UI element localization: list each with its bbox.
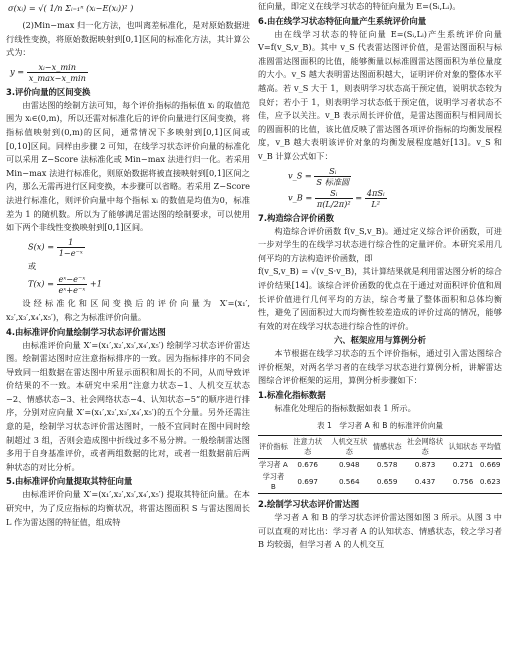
vs-denominator: S 标准圆 <box>316 176 350 187</box>
table-cell: 学习者 A <box>259 460 288 470</box>
paragraph-top: 征向量，即定义在线学习状态的特征向量为 E=(Sᵢ,Lᵢ)。 <box>258 1 461 11</box>
table-row <box>258 471 502 494</box>
vb-fraction <box>315 188 353 209</box>
heading-4: 4.由标准评价向量绘制学习状态评价雷达图 <box>6 326 166 337</box>
heading-step-2: 2.绘制学习状态评价雷达图 <box>258 499 360 510</box>
paragraph-5: 由标准评价向量 X′=(x₁′,x₂′,x₃′,x₄′,x₅′) 提取其特征向量。在本研究中，为了反应指标的均衡状况，将雷达图面积 S 与雷达图周长 L 作为雷达图的特征值，组成特 <box>6 489 250 527</box>
table-header-cell: 评价指标 <box>259 442 288 452</box>
heading-5: 5.由标准评价向量提取其特征向量 <box>6 476 133 487</box>
table-header-cell: 认知状态 <box>448 442 478 452</box>
paragraph-3: 由雷达图的绘制方法可知，每个评价指标的指标值 xᵢ 的取值范围为 xᵢ∈(0,m)，所以还需对标准化后的评价向量进行区间变换，将指标值映射到(0,m)的区间，通常情况下多映射到[0,1]区间或[0,10]区间。同样由步骤 2 可知，在线学习状态评价向量的标准化可以采用 Z−Score 法标准化或 Min−max 法进行归一化。若采用 Min−max 法进行标准化，则原始数据将被直接映射到[0,1]区间之内，那么无需再进行区间变换，本步骤可以省略。若采用 Z−Score 法进行标准化，则评价向量中每个指标 xᵢ 的数值是均值为0，标准差为 1 的随机数。所以为了能够满足雷达图的绘制要求，可以使用如下两个非线性变换映射到[0,1]区间。 <box>6 99 250 233</box>
table-cell: 0.564 <box>338 477 360 487</box>
paragraph-3b: 设经标准化和区间变换后的评价向量为 X′=(x₁′, x₂′,x₃′,x₄′,x₅′)，称之为标准评价向量。 <box>6 298 250 322</box>
paragraph-7a: 构造综合评价函数 f(v_S,v_B)。通过定义综合评价函数，可进一步对学生的在线学习状态进行综合性的定量评价。本研究采用几何平均的方法构造评价函数，即 <box>258 225 502 263</box>
table-cell: 0.948 <box>338 460 360 470</box>
vb2-denominator: L² <box>371 198 381 209</box>
paragraph-7b: f(v_S,v_B) = √(v_S·v_B)，其计算结果就是利用雷达图分析的综合评价结果[14]。该综合评价函数的优点在于通过对面积评价值和周长评价值进行几何平均的方法，综合考量了整体面积和总体均衡性，避免了因面积过大而均衡性较差造成的评价过高的情况，能够有效的对在线学习状态进行综合性的评价。 <box>258 266 502 331</box>
minmax-formula <box>10 62 250 83</box>
table-header-cell: 注意力状态 <box>293 437 323 457</box>
sigma-formula: σ(xᵢ) = √( 1/n Σᵢ₌₁ⁿ (xᵢ−E(xᵢ))² ) <box>8 3 134 13</box>
t-lhs: T(x) = <box>28 278 54 289</box>
paragraph-minmax: (2)Min−max 归一化方法，也叫离差标准化，是对原始数据进行线性变换，将原始数据映射到[0,1]区间的标准化方法，其计算公式为： <box>6 20 250 58</box>
table-cell: 0.659 <box>376 477 398 487</box>
table-cell: 0.756 <box>452 477 474 487</box>
vb-equals: = <box>355 192 363 203</box>
table-cell: 0.271 <box>452 460 474 470</box>
t-numerator: eˣ−e⁻ˣ <box>58 274 86 285</box>
vs-lhs: v_S = <box>288 170 312 181</box>
t-fraction <box>57 274 88 295</box>
left-column <box>6 0 250 529</box>
paragraph-step-1: 标准化处理后的指标数据如表 1 所示。 <box>274 403 416 414</box>
paragraph-six: 本节根据在线学习状态的五个评价指标，通过引入雷达图综合评价框架，对两名学习者的在线学习状态进行算例分析，讲解雷达图综合评价框架的运用，算例分析步骤如下： <box>258 348 502 386</box>
table-cell: 0.669 <box>479 460 501 470</box>
t-denominator: eˣ+e⁻ˣ <box>58 285 86 296</box>
or-label: 或 <box>28 260 37 271</box>
minmax-denominator: x_max−x_min <box>28 72 86 83</box>
s-denominator: 1−e⁻ˣ <box>58 247 83 258</box>
s-lhs: S(x) = <box>28 241 55 252</box>
s-formula <box>28 237 250 258</box>
table-cell: 0.697 <box>297 477 318 487</box>
table-header-cell: 情感状态 <box>372 442 402 452</box>
table-cell: 学习者 B <box>262 472 285 492</box>
paragraph-step-2: 学习者 A 和 B 的学习状态评价雷达图如图 3 所示。从图 3 中可以直观的对比出：学习者 A 的认知状态、情感状态，较之学习者 B 均较弱，但学习者 A 的人机交互 <box>258 512 502 550</box>
table-caption: 表 1 学习者 A 和 B 的标准评价向量 <box>316 420 444 430</box>
heading-section-six: 六、框架应用与算例分析 <box>333 335 427 346</box>
paragraph-6: 由在线学习状态的特征向量 E=(Sᵢ,Lᵢ)产生系统评价向量 V=f(v_S,v_B)。其中 v_S 代表雷达图评价值，是雷达图面积与标准圆雷达图面积的比值，能够衡量以标准圆雷达图面积为单位量度的大小。v_S 越大表明雷达图面积越大，证明评价对象的整体水平越高。若 v_S 大于 1，则表明学习状态高于预定值，说明状态较为良好；若小于 1，则表明学习状态低于预定值，说明学习者状态不佳，应予以关注。v_B 表示周长评价值，是雷达图面积与相同周长的圆面积的比值，该比值反映了雷达图各项评价指标的均衡发展程度，v_B 越大表明该评价对象的均衡发展程度越好[13]。v_S 和 v_B 计算公式如下： <box>258 28 502 161</box>
table-header-cell: 平均值 <box>479 442 501 452</box>
table-header-row <box>258 436 502 459</box>
minmax-lhs: y = <box>10 66 25 77</box>
table-cell: 0.676 <box>297 460 318 470</box>
t-tail: +1 <box>89 278 102 289</box>
table-header-cell: 社会网络状态 <box>407 437 444 457</box>
heading-step-1: 1.标准化指标数据 <box>258 390 326 401</box>
vb2-fraction <box>365 188 387 209</box>
right-column <box>258 0 502 552</box>
table-cell: 0.578 <box>376 460 398 470</box>
vs-fraction <box>314 166 351 187</box>
vb-numerator: Sᵢ <box>315 188 353 199</box>
paragraph-4: 由标准评价向量 X′=(x₁′,x₂′,x₃′,x₄′,x₅′) 绘制学习状态评价雷达图。绘制雷达图时应注意指标排序的一致。因为指标排序的不同会导致同一组数据在雷达图中所显示面积和周长的不同，从而导致评价结果的不一致。本研究中采用“注意力状态−1、人机交互状态−2、情感状态−3、社会网络状态−4、认知状态−5”的顺序进行排序，分别对应向量 X′=(x₁′,x₂′,x₃′,x₄′,x₅′)的五个分量。另外还需注意的是，绘制学习状态评价雷达图时，一般不宜同时在图中同时绘制超过 3 组，否则会造成图中折线过多不易分辨。一般绘制雷达图多用于自身基准评价，或者两组数据的比对，或者一组数据前后两种状态的对比分析。 <box>6 339 250 472</box>
vb-denominator: π(L/2π)² <box>316 198 351 209</box>
table-row <box>258 459 502 472</box>
table-cell: 0.437 <box>414 477 436 487</box>
vs-numerator: Sᵢ <box>314 166 351 177</box>
table-1 <box>258 435 502 494</box>
vb-formula <box>288 188 502 209</box>
vs-formula <box>288 166 502 187</box>
minmax-numerator: xᵢ−x_min <box>27 62 88 73</box>
s-numerator: 1 <box>57 237 85 248</box>
vb2-numerator: 4πSᵢ <box>366 187 385 198</box>
heading-7: 7.构造综合评价函数 <box>258 212 335 223</box>
t-formula <box>28 274 250 295</box>
table-header-cell: 人机交互状态 <box>331 437 368 457</box>
heading-3: 3.评价向量的区间变换 <box>6 86 91 97</box>
table-cell: 0.623 <box>479 477 501 487</box>
vb-lhs: v_B = <box>288 192 313 203</box>
heading-6: 6.由在线学习状态特征向量产生系统评价向量 <box>258 15 427 26</box>
s-fraction <box>57 237 85 258</box>
table-cell: 0.873 <box>414 460 436 470</box>
minmax-fraction <box>27 62 88 83</box>
